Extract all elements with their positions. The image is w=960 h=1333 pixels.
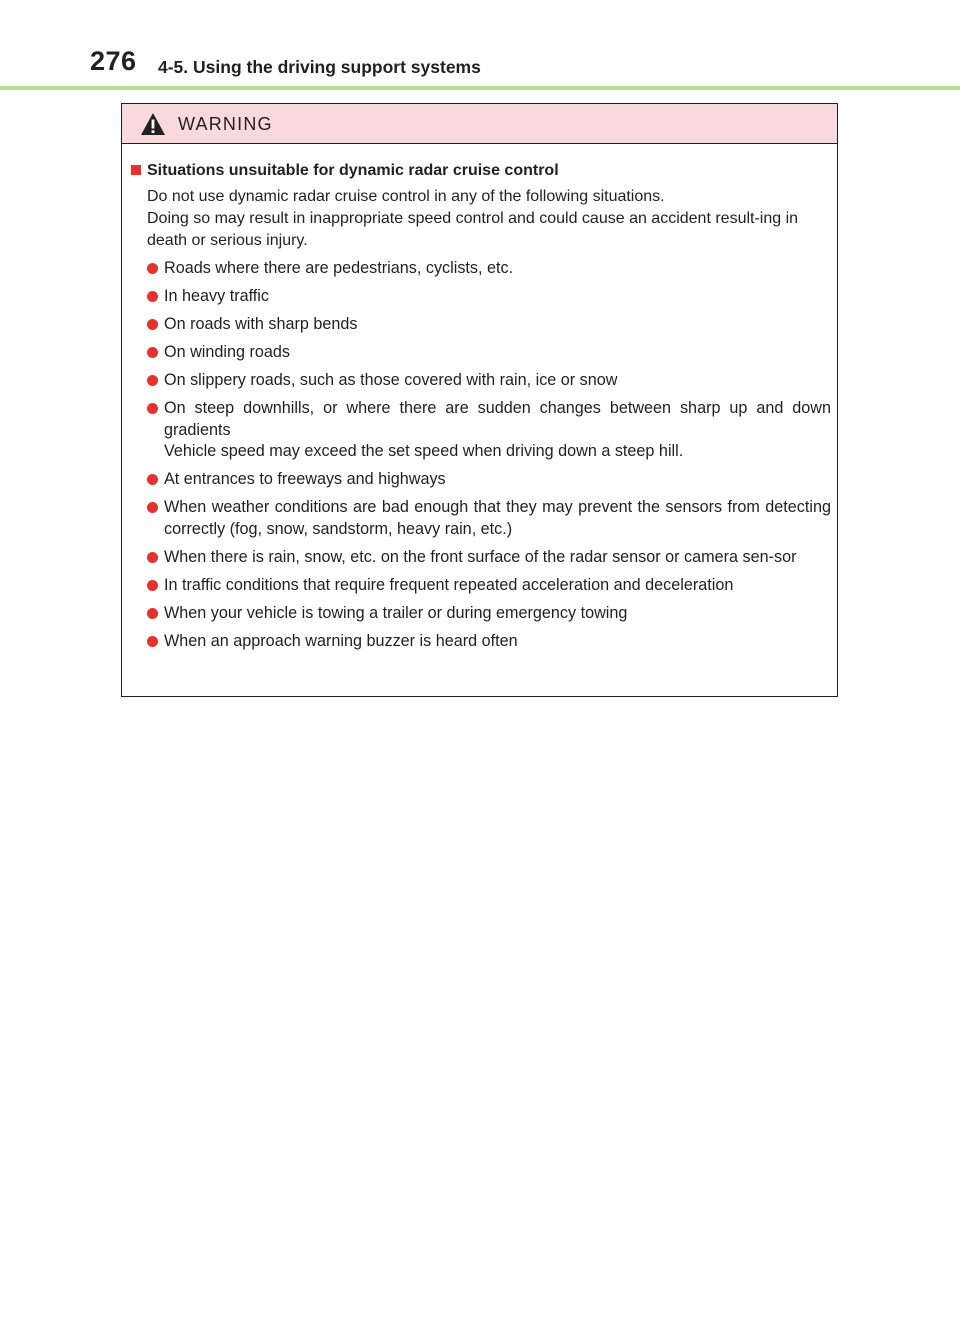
list-item-text: In heavy traffic xyxy=(164,287,269,305)
list-item xyxy=(131,497,831,540)
list-item-text: When an approach warning buzzer is heard often xyxy=(164,631,518,650)
list-item xyxy=(131,286,831,308)
list-item-text: When weather conditions are bad enough that they may prevent the sensors from detecting correctly (fog, snow, sandstorm, heavy rain, etc.) xyxy=(164,498,831,538)
round-bullet-icon xyxy=(147,636,158,647)
list-item-note: Vehicle speed may exceed the set speed when driving down a steep hill. xyxy=(164,442,684,460)
list-item-text: On winding roads xyxy=(164,343,290,361)
list-item xyxy=(131,342,831,364)
round-bullet-icon xyxy=(147,375,158,386)
list-item-text: When your vehicle is towing a trailer or during emergency towing xyxy=(164,603,628,622)
warning-header xyxy=(122,104,837,144)
list-item xyxy=(131,370,831,392)
list-item xyxy=(131,547,831,569)
square-bullet-icon xyxy=(131,165,141,175)
list-item-text: At entrances to freeways and highways xyxy=(164,470,446,488)
list-item-text: In traffic conditions that require frequent repeated acceleration and deceleration xyxy=(164,575,734,594)
warning-intro xyxy=(131,186,831,252)
list-item xyxy=(131,314,831,336)
list-item-text: On steep downhills, or where there are sudden changes between sharp up and down gradients xyxy=(164,399,831,439)
list-item-text: Roads where there are pedestrians, cyclists, etc. xyxy=(164,259,514,277)
warning-title: WARNING xyxy=(178,114,273,134)
round-bullet-icon xyxy=(147,502,158,513)
list-item-text: When there is rain, snow, etc. on the front surface of the radar sensor or camera sen-sor xyxy=(164,547,797,566)
warning-intro-line-1: Do not use dynamic radar cruise control in any of the following situations. xyxy=(147,188,665,205)
round-bullet-icon xyxy=(147,263,158,274)
warning-box xyxy=(121,103,838,697)
list-item-text: On roads with sharp bends xyxy=(164,315,358,333)
list-item xyxy=(131,631,831,653)
round-bullet-icon xyxy=(147,403,158,414)
warning-intro-line-2: Doing so may result in inappropriate speed control and could cause an accident result-ing in death or serious injury. xyxy=(147,210,799,249)
warning-triangle-icon xyxy=(140,112,166,136)
warning-body xyxy=(131,160,831,659)
round-bullet-icon xyxy=(147,474,158,485)
round-bullet-icon xyxy=(147,291,158,302)
round-bullet-icon xyxy=(147,319,158,330)
list-item xyxy=(131,469,831,491)
section-title: 4-5. Using the driving support systems xyxy=(158,57,481,77)
round-bullet-icon xyxy=(147,580,158,591)
round-bullet-icon xyxy=(147,608,158,619)
list-item-text: On slippery roads, such as those covered with rain, ice or snow xyxy=(164,371,618,389)
list-item xyxy=(131,603,831,625)
list-item xyxy=(131,575,831,597)
page-header xyxy=(0,0,960,92)
warning-heading xyxy=(131,160,831,182)
header-rule xyxy=(0,86,960,90)
page-number: 276 xyxy=(90,46,137,76)
round-bullet-icon xyxy=(147,552,158,563)
list-item xyxy=(131,398,831,463)
warning-heading-text: Situations unsuitable for dynamic radar cruise control xyxy=(147,162,559,179)
list-item xyxy=(131,258,831,280)
situation-list xyxy=(131,258,831,652)
round-bullet-icon xyxy=(147,347,158,358)
